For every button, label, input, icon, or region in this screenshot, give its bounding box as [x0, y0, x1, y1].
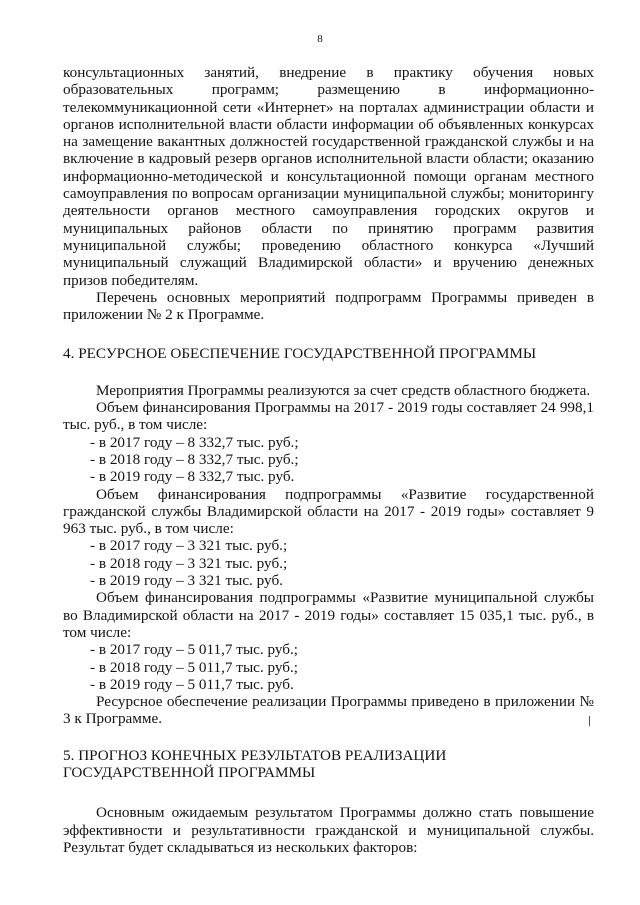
list-item: - в 2018 году – 3 321 тыс. руб.; [90, 554, 288, 572]
list-item: - в 2019 году – 3 321 тыс. руб. [90, 572, 283, 590]
paragraph-civil-service-funding: Объем финансирования подпрограммы «Развитие государственной гражданской службы Владимирской области на 2017 - 2019 годы» составляет 9 963 тыс. руб., в том числе: [63, 485, 594, 538]
list-item: - в 2017 году – 3 321 тыс. руб.; [90, 537, 288, 555]
section-4-heading: 4. РЕСУРСНОЕ ОБЕСПЕЧЕНИЕ ГОСУДАРСТВЕННОЙ ПРОГРАММЫ [63, 345, 537, 363]
paragraph-expected-result: Основным ожидаемым результатом Программы должно стать повышение эффективности и результативности гражданской и муниципальной службы. Результат будет складываться из нескольких факторов: [63, 804, 594, 856]
section-5-heading-line-2: ГОСУДАРСТВЕННОЙ ПРОГРАММЫ [63, 763, 316, 781]
paragraph-measures-list: Перечень основных мероприятий подпрограмм Программы приведен в приложении № 2 к Программе. [63, 288, 594, 324]
paragraph-municipal-service-funding: Объем финансирования подпрограммы «Развитие муниципальной службы во Владимирской области на 2017 - 2019 годы» составляет 15 035,1 тыс. руб., в том числе: [63, 589, 594, 641]
list-item: - в 2019 году – 5 011,7 тыс. руб. [90, 675, 294, 693]
paragraph-program-funding: Объем финансирования Программы на 2017 - 2019 годы составляет 24 998,1 тыс. руб., в том числе: [63, 399, 594, 434]
document-body [63, 64, 594, 856]
list-item: - в 2018 году – 5 011,7 тыс. руб.; [90, 658, 299, 676]
margin-mark [589, 716, 590, 726]
list-item: - в 2017 году – 8 332,7 тыс. руб.; [90, 433, 299, 451]
section-5-heading [63, 747, 594, 782]
paragraph-resource-appendix: Ресурсное обеспечение реализации Программы приведено в приложении № 3 к Программе. [63, 693, 594, 728]
section-5-heading-line-1: 5. ПРОГНОЗ КОНЕЧНЫХ РЕЗУЛЬТАТОВ РЕАЛИЗАЦИИ [63, 746, 447, 764]
list-item: - в 2019 году – 8 332,7 тыс. руб. [90, 468, 295, 486]
list-item: - в 2018 году – 8 332,7 тыс. руб.; [90, 450, 299, 468]
page-number: 8 [317, 33, 323, 45]
paragraph-funding-source: Мероприятия Программы реализуются за счет средств областного бюджета. [96, 381, 591, 399]
list-item: - в 2017 году – 5 011,7 тыс. руб.; [90, 641, 299, 659]
paragraph-activities-continued: консультационных занятий, внедрение в практику обучения новых образовательных программ; размещению в информационно-телекоммуникационной сети «Интернет» на порталах администрации области и органов исполнительной власти области информации об объявленных конкурсах на замещение вакантных должностей государственной гражданской службы и на включение в кадровый резерв органов исполнительной власти области; оказанию информационно-методической и консультационной помощи органам местного самоуправления по вопросам организации муниципальной службы; мониторингу деятельности органов местного самоуправления городских округов и муниципальных районов области по принятию программ развития муниципальной службы; проведению областного конкурса «Лучший муниципальный служащий Владимирской области» и вручению денежных призов победителям. [63, 64, 594, 289]
